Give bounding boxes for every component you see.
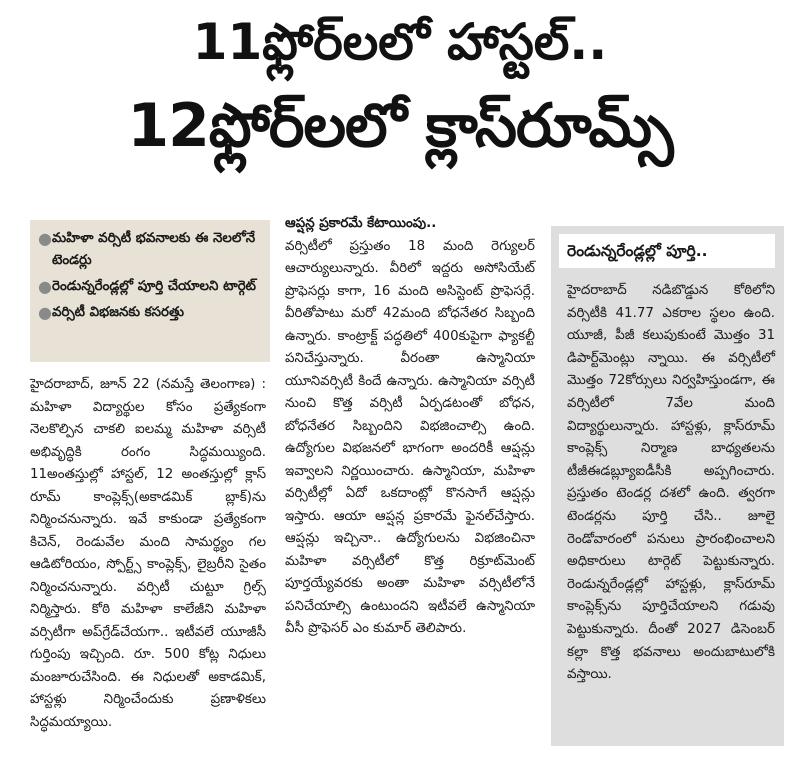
sidebar-body <box>567 280 775 687</box>
column-1-text: హైదరాబాద్, జూన్ 22 (నమస్తే తెలంగాణ) : మహిళా విద్యార్థుల కోసం ప్రత్యేకంగా నెలకొల్పిన చాకలి ఐలమ్మ మహిళా వర్సిటీ అభివృద్ధికి రంగం సిద్ధమయ్యింది. 11అంతస్తుల్లో హాస్టల్, 12 అంతస్తుల్లో క్లాస్‌ రూమ్ కాంప్లెక్స్(అకాడమిక్ బ్లాక్)ను నిర్మించనున్నారు. ఇవే కాకుండా ప్రత్యేకంగా కిచెన్, రెండువేల మంది సామర్థ్యం గల ఆడిటోరియం, స్పోర్ట్స్ కాంప్లెక్స్, లైబ్రరీని సైతం నిర్మించనున్నారు. వర్సిటీ చుట్టూ గ్రిల్స్ నిర్మిస్తారు. కోఠి మహిళా కాలేజీని మహిళా వర్సిటీగా అప్‌గ్రేడ్‌చేయగా.. ఇటీవలే యూజీసీ గుర్తింపు ఇచ్చింది. రూ. 500 కోట్ల నిధులు మంజూరుచేసింది. ఈ నిధులతో అకాడమిక్, హాస్టళ్లు నిర్మించేందుకు ప్రణాళికలు సిద్ధమయ్యాయి. <box>30 377 266 730</box>
highlight-text: మహిళా వర్సిటీ భవనాలకు ఈ నెలలోనే టెండర్లు <box>52 231 256 268</box>
bullet-icon: ● <box>38 303 52 322</box>
bullet-icon: ● <box>38 229 52 248</box>
headline-line-1: 11ఫ్లోర్‌లలో హాస్టల్.. <box>192 13 608 71</box>
sidebar-title: రెండున్నరేండ్లల్లో పూర్తి.. <box>559 234 775 268</box>
bullet-icon: ● <box>38 277 52 296</box>
highlight-item <box>38 228 264 272</box>
article-column-1 <box>30 374 266 734</box>
highlight-text: వర్సిటీ విభజనకు కసరత్తు <box>52 305 185 320</box>
headline-line-2: 12ఫ్లోర్‌లలో క్లాస్‌రూమ్స్ <box>127 91 673 161</box>
column-2-subhead: ఆప్షన్ల ప్రకారమే కేటాయింపు.. <box>285 216 437 231</box>
highlights-box <box>30 220 270 362</box>
highlight-item <box>38 302 264 324</box>
highlight-item <box>38 276 264 298</box>
article-column-2 <box>285 213 535 641</box>
highlight-text: రెండున్నరేండ్లల్లో పూర్తి చేయాలని టార్గెట్ <box>52 279 257 294</box>
sidebar-text: హైదరాబాద్ నడిబొడ్డున కోఠిలోని వర్సిటీకి 41.77 ఎకరాల స్థలం ఉంది. యూజీ, పీజీ కలుపుకుంటే మొత్తం 31 డిపార్ట్‌మెంట్లు న్నాయి. ఈ వర్సిటీలో మొత్తం 72కోర్సులు నిర్వహిస్తుండగా, ఈ వర్సిటీలో 7వేల మంది విద్యార్థులున్నారు. హాస్టళ్లు, క్లాస్‌రూమ్ కాంప్లెక్స్ నిర్మాణ బాధ్యతలను టీజీఈడబ్ల్యూఐడీసీకి అప్పగించారు. ప్రస్తుతం టెండర్ల దశలో ఉంది. త్వరగా టెండర్లను పూర్తి చేసి.. జూలై రెండోవారంలో పనులు ప్రారంభించాలని అధికారులు టార్గెట్ పెట్టుకున్నారు. రెండున్నరేండ్లల్లో హాస్టళ్లు, క్లాస్‌రూమ్ కాంప్లెక్స్‌ను పూర్తిచేయాలని గడువు పెట్టుకున్నారు. దీంతో 2027 డిసెంబర్ కల్లా కొత్త భవనాలు అందుబాటులోకి వస్తాయి. <box>567 283 775 683</box>
column-2-text: వర్సిటీలో ప్రస్తుతం 18 మంది రెగ్యులర్ ఆచార్యులున్నారు. వీరిలో ఇద్దరు అసోసియేట్ ప్రొఫెసర్లు కాగా, 16 మంది అసిస్టెంట్ ప్రొఫెసర్లే. వీరితోపాటు మరో 42మంది బోధనేతర సిబ్బంది ఉన్నారు. కాంట్రాక్ట్ పద్ధతిలో 400కుపైగా ఫ్యాకల్టీ పనిచేస్తున్నారు. వీరంతా ఉస్మానియా యూనివర్సిటీ కిందే ఉన్నారు. ఉస్మానియా వర్సిటీ నుంచి కొత్త వర్సిటీ ఏర్పడటంతో బోధన, బోధనేతర సిబ్బందిని విభజించాల్సి ఉంది. ఉద్యోగుల విభజనలో భాగంగా అందరికీ ఆప్షన్లు ఇవ్వాలని నిర్ణయించారు. ఉస్మానియా, మహిళా వర్సిటీల్లో ఏదో ఒకదాంట్లో కొనసాగే ఆప్షన్లు ఇస్తారు. ఆయా ఆప్షన్ల ప్రకారమే ఫైనల్‌చేస్తారు. ఆప్షన్లు ఇచ్చినా.. ఉద్యోగులను విభజించినా మహిళా వర్సిటీలో కొత్త రిక్రూట్‌మెంట్ పూర్తయ్యేవరకు అంతా మహిళా వర్సిటీలోనే పనిచేయాల్సి ఉంటుందని ఇటీవలే ఉస్మానియా వీసీ ప్రొఫెసర్ ఎం కుమార్ తెలిపారు. <box>285 238 535 636</box>
sidebar-box <box>551 226 784 746</box>
